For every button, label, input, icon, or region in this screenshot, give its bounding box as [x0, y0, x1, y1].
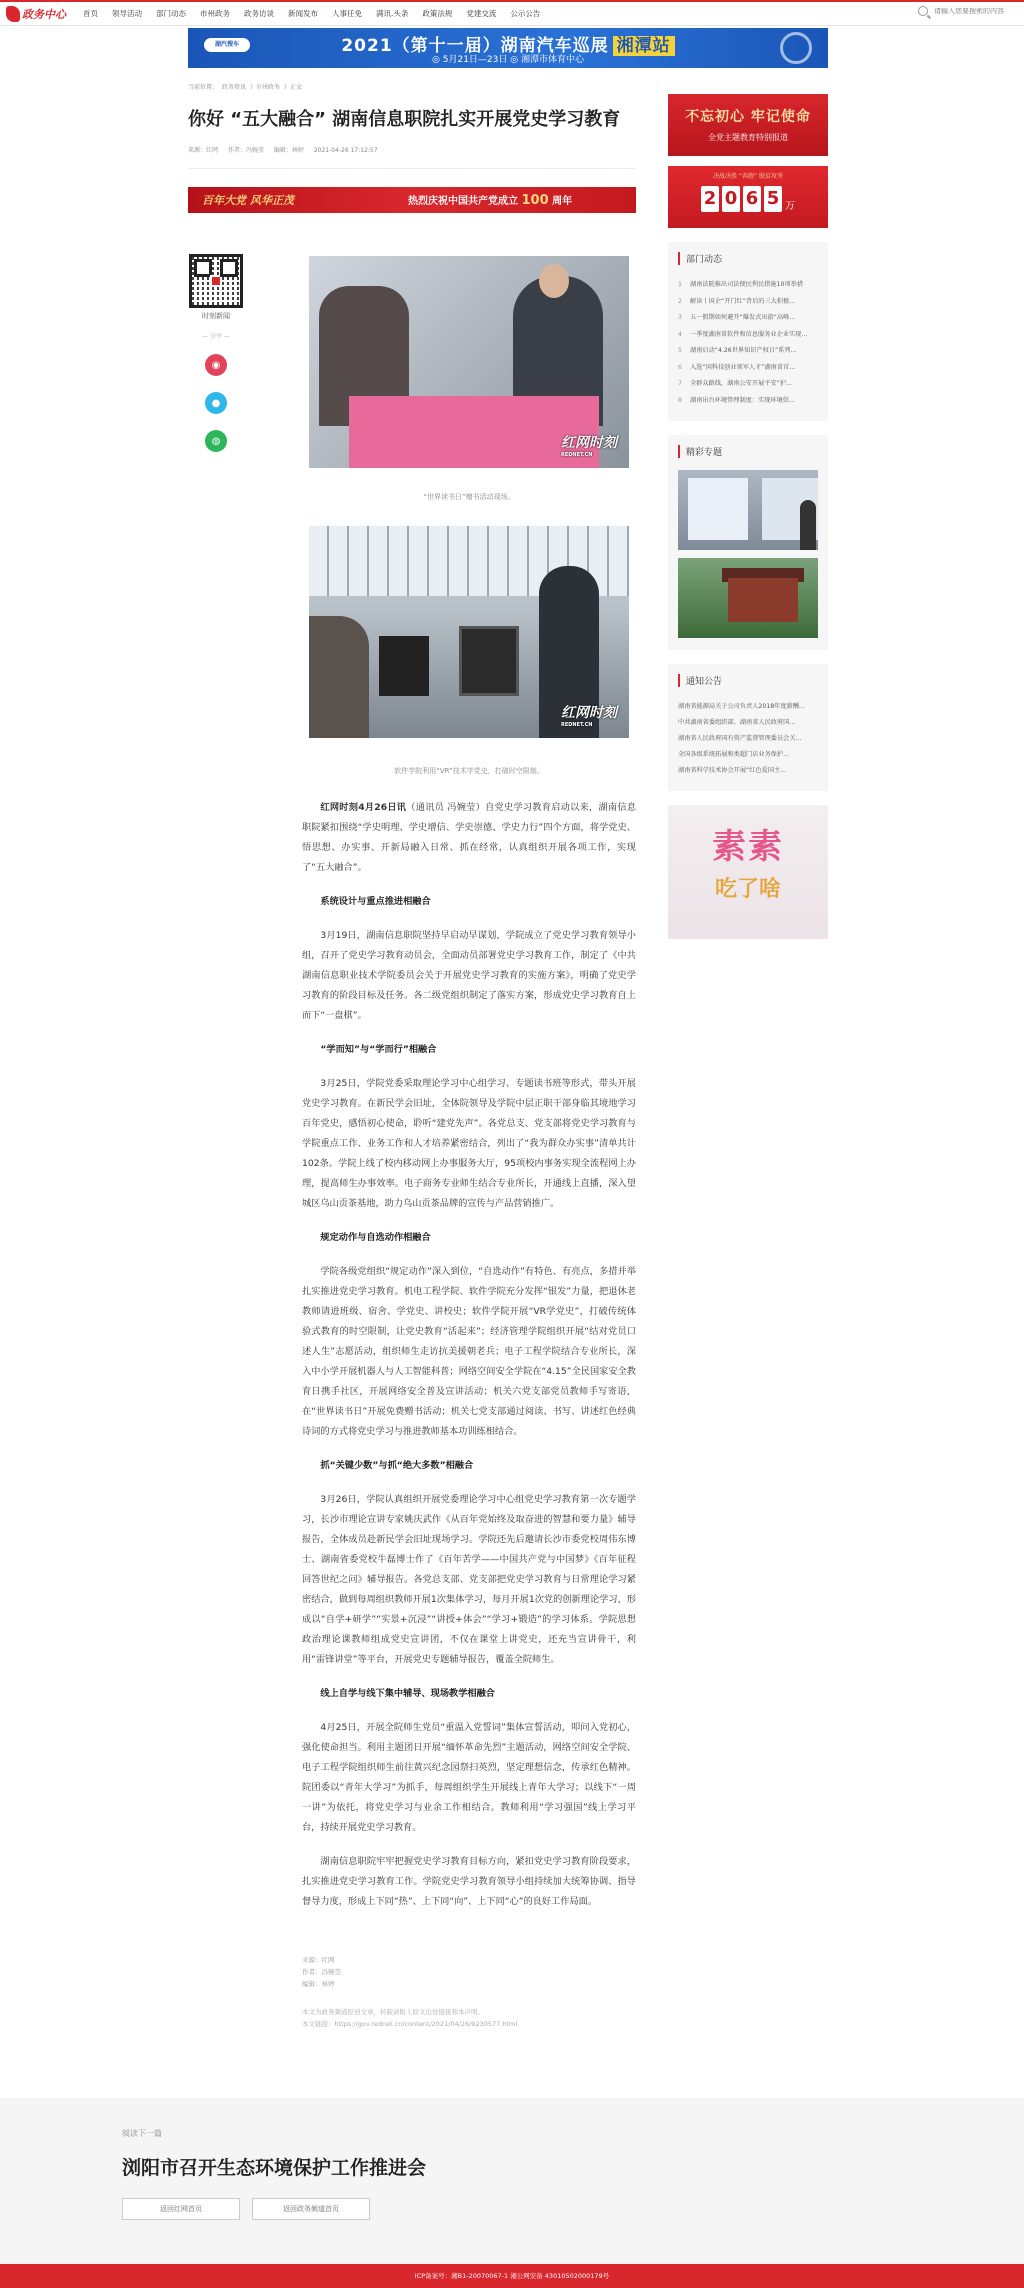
nav-item[interactable]: 公示公告 [510, 9, 541, 18]
list-item[interactable]: 2 解读丨国企“开门红”背后的三大积极... [678, 297, 796, 305]
notices-list [678, 699, 818, 779]
article-body [302, 256, 636, 2030]
article-credits [302, 1954, 636, 1990]
sidebar [668, 94, 828, 939]
notices-heading: 通知公告 [678, 674, 818, 687]
share-label: — 分享 — [202, 333, 230, 340]
photo-watermark: 红网时刻 REDNET.CN [561, 705, 617, 728]
read-next-title[interactable]: 浏阳市召开生态环境保护工作推进会 [122, 2157, 427, 2179]
list-item[interactable]: 1 湖南法院推出司法便民利民措施10项举措 [678, 281, 804, 288]
paragraph: 3月25日，学院党委采取理论学习中心组学习、专题读书班等形式，带头开展党史学习教育。在新民学会旧址，全体院领导及学院中层正职干部身临其境地学习百年党史，感悟初心使命，聆听“建党先声”。各党总支、党支部将党史学习教育与学院重点工作、业务工作和人才培养紧密结合，列出了“我为群众办实事”清单共计102条。学院上线了校内移动网上办事服务大厅，95项校内事务实现全流程网上办理，提高师生办事效率。电子商务专业师生结合专业所长，开通线上直播，深入望城区乌山贡茶基地，助力乌山贡茶品牌的宣传与产品营销推广。 [302, 1078, 636, 1209]
nav-item[interactable]: 部门动态 [156, 9, 186, 18]
qq-share-button[interactable] [205, 392, 227, 414]
list-item[interactable]: 全国各级系统拓展和类超门店业务保护... [678, 751, 790, 758]
wechat-icon: ◍ [211, 435, 221, 447]
breadcrumb-item: 》正文 [283, 84, 302, 91]
list-item[interactable]: 湖南省人民政府国有资产监督管理委员会关... [678, 735, 802, 742]
topics-box [668, 435, 828, 650]
list-item[interactable]: 8 湖南出台环境管理制度：实现环境信... [678, 396, 795, 404]
site-logo[interactable] [6, 6, 68, 22]
wechat-share-button[interactable] [205, 430, 227, 452]
photo-caption: 软件学院利用“VR”技术学党史，打破时空限制。 [394, 767, 544, 775]
weibo-share-button[interactable] [205, 354, 227, 376]
nav-item[interactable]: 党建交流 [466, 9, 497, 18]
photo-caption: “世界读书日”赠书活动现场。 [423, 493, 515, 501]
dept-news-list [678, 277, 818, 409]
section-heading: 规定动作与自选动作相融合 [320, 1232, 431, 1243]
list-item[interactable]: 3 五一假期如何避开“爆发式出游”高峰... [678, 314, 796, 321]
breadcrumb-item[interactable]: 政务资讯 [221, 84, 246, 91]
read-next-section [0, 2098, 1024, 2264]
nav-item[interactable]: 新闻发布 [288, 9, 318, 18]
copyright-note: 本文为政务频道原创文章，转载请附上原文出处链接和本声明。 本文链接：https://gov.rednet.cn/content/2021/04/26/9230577.html [302, 2006, 636, 2030]
breadcrumb [188, 82, 636, 91]
topic-image[interactable] [678, 470, 818, 550]
section-heading: 系统设计与重点推进相融合 [320, 896, 431, 907]
divider [188, 168, 636, 169]
share-panel [188, 254, 244, 452]
nav-item[interactable]: 市州政务 [200, 9, 230, 18]
banner-badge: 湖汽搜车 [204, 38, 250, 52]
article-meta [188, 145, 636, 154]
list-item[interactable]: 7 全群众路线，湖南公安开展平安“护... [678, 380, 792, 387]
nav-item[interactable]: 首页 [83, 9, 98, 18]
list-item[interactable]: 6 入选“国科技创业领军人才”湖南省首... [678, 363, 796, 371]
nav-item[interactable]: 人事任免 [332, 9, 362, 18]
section-heading: 抓“关键少数”与抓“绝大多数”相融合 [320, 1460, 474, 1471]
weibo-icon: ◉ [211, 359, 221, 371]
paragraph: 3月19日，湖南信息职院坚持早启动早谋划，学院成立了党史学习教育领导小组，召开了党史学习教育动员会，全面动员部署党史学习教育工作，制定了《中共湖南信息职业技术学院委员会关于开展党史学习教育的实施方案》，明确了党史学习教育的阶段目标及任务。各二级党组织制定了落实方案，形成党史学习教育自上而下“一盘棋”。 [302, 930, 636, 1021]
party-anniversary-banner[interactable] [188, 187, 636, 213]
qr-label: 时刻新闻 [202, 312, 230, 320]
credit-author: 作者：冯婉莹 [302, 1968, 341, 1976]
meta-source: 来源：红网 [188, 147, 219, 154]
meta-editor: 编辑：林婷 [273, 147, 304, 154]
list-item[interactable]: 湖南省能源局关于公司负责人2018年度薪酬... [678, 703, 805, 710]
party-banner-slogan: 百年大党 风华正茂 [202, 194, 294, 207]
banner-subtitle: ◎ 5月21日—23日 ◎ 湘潭市体育中心 [432, 55, 584, 65]
qr-code [189, 254, 243, 308]
nav-item[interactable]: 满讯.头条 [376, 9, 409, 18]
banner-title: 2021（第十一届）湖南汽车巡展 湘潭站 [341, 31, 674, 56]
list-item[interactable]: 中共湖南省委组织部、湖南省人民政府国... [678, 719, 796, 726]
paragraph: 4月25日，开展全院师生党员“重温入党誓词”集体宣誓活动，叩问入党初心，强化使命担当。利用主题团日开展“缅怀革命先烈”主题活动，网络空间安全学院、电子工程学院组织师生前往黄兴纪念园祭扫英烈，坚定理想信念，传承红色精神。院团委以“青年大学习”为抓手，每周组织学生开展线上青年大学习；以线下“一周一讲”为依托，将党史学习与业余工作相结合。教师利用“学习强国”线上学习平台，持续开展党史学习教育。 [302, 1722, 636, 1833]
read-next-label: 阅读下一篇 [122, 2129, 162, 2138]
party-banner-text: 热烈庆祝中国共产党成立 100 周年 [408, 193, 573, 208]
back-home-button[interactable]: 返回红网首页 [122, 2198, 240, 2220]
breadcrumb-item: 当前位置： [188, 84, 219, 91]
nav-item[interactable]: 领导活动 [112, 9, 142, 18]
top-navbar [0, 0, 1024, 26]
paragraph: 红网时刻4月26日讯（通讯员 冯婉莹）自党史学习教育启动以来，湖南信息职院紧扣围绕“学史明理、学史增信、学史崇德、学史力行”四个方面，将学党史、悟思想、办实事、开新局融入日常、抓在经常，认真组织开展各项工作，实现了“五大融合”。 [302, 802, 637, 873]
search-box [918, 6, 1014, 16]
meta-author: 作者：冯婉莹 [227, 147, 264, 154]
qr-logo [210, 275, 222, 287]
credit-source: 来源：红网 [302, 1956, 335, 1964]
section-heading: 线上自学与线下集中辅导、现场教学相融合 [320, 1688, 495, 1699]
article-text [302, 798, 636, 1912]
qq-icon: ● [211, 397, 221, 409]
dept-news-heading: 部门动态 [678, 252, 818, 265]
article-title: 你好 “五大融合” 湖南信息职院扎实开展党史学习教育 [188, 109, 621, 130]
breadcrumb-item[interactable]: 》市州政务 [249, 84, 280, 91]
list-item[interactable]: 5 湖南启动“4.26世界知识产权日”系列... [678, 347, 797, 354]
main-content [188, 82, 637, 2028]
photo-watermark: 红网时刻 REDNET.CN [561, 435, 617, 458]
logo-text: 政务中心 [22, 7, 66, 21]
list-item[interactable]: 湖南省科学技术协会开展“红色爱国主... [678, 767, 787, 774]
article-photo-vr [309, 526, 629, 738]
meta-date: 2021-04-26 17:12:57 [313, 147, 378, 154]
notices-box [668, 664, 828, 791]
poverty-counter: 2 0 6 5 万 [668, 186, 828, 212]
auto-show-banner[interactable] [188, 28, 828, 68]
main-nav [76, 8, 547, 19]
search-input[interactable] [934, 8, 1014, 15]
sidebar-ad-education[interactable]: 不忘初心 牢记使命 全党主题教育特别报道 [668, 94, 828, 156]
list-item[interactable]: 4 一季度湖南省软件和信息服务业企业实现... [678, 330, 808, 338]
topic-image[interactable] [678, 558, 818, 638]
nav-item[interactable]: 政策法规 [422, 9, 453, 18]
lead-dateline: 红网时刻4月26日讯 [320, 802, 407, 813]
read-next-buttons [122, 2198, 426, 2220]
paragraph: 3月26日，学院认真组织开展党委理论学习中心组党史学习教育第一次专题学习，长沙市理论宣讲专家姚庆武作《从百年党始终及取奋进的智慧和要力量》辅导报告，全体成员赴新民学会旧址现场学习。学院还先后邀请长沙市委党校周伟东博士、湖南省委党校牛磊博士作了《百年苦学——中国共产党与中国梦》《百年征程回答世纪之问》辅导报告。各党总支部、党支部把党史学习教育与日常理论学习紧密结合，做到每周组织教师开展1次集体学习，每月开展1次党的创新理论学习，形成以“自学+研学”“实景+沉浸”“讲授+体会”“学习+锻造”的学习体系。学院思想政治理论课教师组成党史宣讲团，不仅在课堂上讲党史，还充当宣讲骨干，利用“雷锋讲堂”等平台，开展党史专题辅导报告，覆盖全院师生。 [302, 1494, 636, 1665]
back-channel-button[interactable]: 返回政务频道首页 [252, 2198, 370, 2220]
article-photo-book-day [309, 256, 629, 468]
article-link[interactable]: 本文链接：https://gov.rednet.cn/content/2021/04/26/9230577.html [302, 2020, 518, 2028]
sidebar-ad-poverty[interactable]: 决战决胜 “奔跑” 脱贫攻坚 2 0 6 5 万 [668, 166, 828, 228]
wheel-icon [780, 32, 812, 64]
search-icon[interactable] [918, 6, 928, 16]
topics-heading: 精彩专题 [678, 445, 818, 458]
sidebar-ad-food[interactable]: 素素 吃了啥 [668, 805, 828, 939]
logo-mark-icon [6, 6, 20, 22]
credit-editor: 编辑：林婷 [302, 1980, 335, 1988]
paragraph: 学院各级党组织“规定动作”深入到位，“自选动作”有特色、有亮点，多措并举扎实推进党史学习教育。机电工程学院、软件学院充分发挥“银发”力量，把退休老教师请进班级、宿舍、学党史、讲校史；软件学院开展“VR学党史”，打破传统体验式教育的时空限制，让党史教育“活起来”；经济管理学院组织开展“结对党员口述人生”志愿活动，组织师生走访抗美援朝老兵；电子工程学院结合专业所长，深入中小学开展机器人与人工智能科普；网络空间安全学院在“4.15”全民国家安全教育日携手社区，开展网络安全普及宣讲活动；机关六党支部党员教师手写寄语，在“世界读书日”开展免费赠书活动；机关七党支部通过阅读、书写、讲述红色经典诗词的方式将党史学习与推进教师基本功训练相结合。 [302, 1266, 636, 1437]
site-footer: ICP备案号：湘B1-20070067-1 湘公网安备 43010502000179号 [0, 2264, 1024, 2288]
dept-news-box [668, 242, 828, 421]
paragraph: 湖南信息职院牢牢把握党史学习教育目标方向，紧扣党史学习教育阶段要求，扎实推进党史学习教育工作。学院党史学习教育领导小组持续加大统筹协调、指导督导力度，形成上下同“热”、上下同“向”、上下同“心”的良好工作局面。 [302, 1856, 636, 1907]
section-heading: “学而知”与“学而行”相融合 [320, 1044, 437, 1055]
nav-item[interactable]: 政务访谈 [244, 9, 274, 18]
banner-station: 湘潭站 [613, 36, 675, 56]
